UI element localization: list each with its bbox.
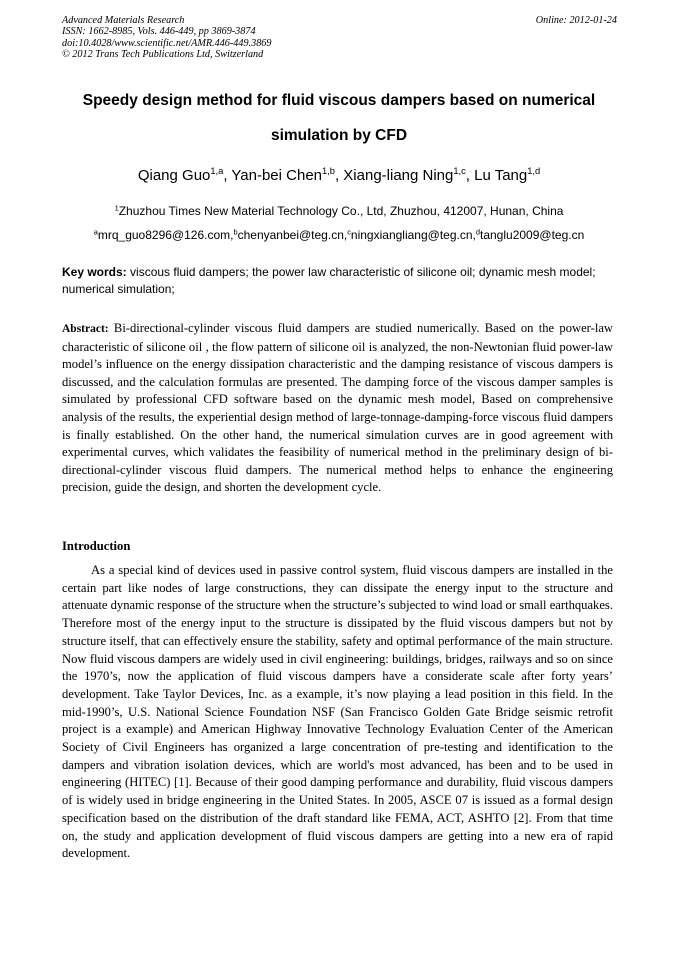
author-list [40, 166, 638, 186]
author-separator: , [334, 167, 344, 184]
keywords-label: Key words: [62, 265, 127, 279]
email-mark: b [233, 227, 238, 237]
introduction-heading: Introduction [62, 539, 131, 553]
email-mark: a [93, 227, 98, 237]
author-affiliation-mark: 1,b [322, 166, 335, 177]
keywords-text: viscous fluid dampers; the power law characteristic of silicone oil; dynamic mesh model; numerical simulation; [62, 265, 596, 296]
online-date: Online: 2012-01-24 [535, 15, 617, 26]
author [474, 167, 540, 184]
author-affiliation-mark: 1,d [527, 166, 541, 177]
keywords-section [62, 264, 618, 298]
author-affiliation-mark: 1,a [210, 166, 224, 177]
abstract-label: Abstract: [62, 323, 109, 335]
author-affiliation-mark: 1,c [453, 166, 466, 177]
journal-name: Advanced Materials Research [62, 15, 185, 26]
abstract-section [62, 320, 613, 497]
author [231, 167, 343, 184]
email-address[interactable]: tanglu2009@teg.cn [480, 228, 585, 242]
author-separator: , [223, 167, 232, 184]
email-list [40, 227, 638, 243]
paper-title-line-1: Speedy design method for fluid viscous dampers based on numerical [82, 92, 596, 109]
affiliation-text: Zhuzhou Times New Material Technology Co., Ltd, Zhuzhou, 412007, Hunan, China [118, 204, 564, 218]
author-name: Yan-bei Chen [231, 167, 323, 184]
author [343, 167, 474, 184]
author-name: Lu Tang [474, 167, 528, 184]
author [138, 167, 232, 184]
email-address[interactable]: ningxiangliang@teg.cn, [350, 228, 476, 242]
introduction-paragraph: As a special kind of devices used in passive control system, fluid viscous dampers are installed in the certain part like nodes of large constructions, they can dissipate the energy input to the structure and attenuate dynamic response of the structure when the structure’s subjected to wind load or small earthquakes. Therefore most of the energy input to the structure is dissipated by the fluid viscous dampers but not by structure itself, that can effectively ensure the stability, safety and optimal performance of the main structure. Now fluid viscous dampers are widely used in civil engineering: buildings, bridges, railways and so on since the 1970’s, now the application of fluid viscous dampers have a considerate scale after forty years’ development. Take Taylor Devices, Inc. as a example, it’s now playing a lead position in this field. In the mid-1990’s, U.S. National Science Foundation NSF (San Francisco Golden Gate Bridge seismic retrofit project is a example) and American Highway Innovative Technology Evaluation Center of the American Society of Civil Engineers has organized a large concentration of pre-testing and identification to the dampers and vibration isolation devices, which are world's most advanced, has been and to be used in engineering (HITEC) [1]. Because of their good damping performance and durability, fluid viscous dampers of is widely used in bridge engineering in the United States. In 2005, ASCE 07 is issued as a formal design specification based on the distribution of the draft standard like FEMA, ACT, ASHTO [2]. From that time on, the study and application development of fluid viscous dampers are getting into a new era of rapid development. [62, 563, 613, 861]
publication-header [62, 15, 617, 61]
paper-title-line-2: simulation by CFD [270, 127, 408, 144]
email-mark: c [347, 227, 351, 237]
doi-line: doi:10.4028/www.scientific.net/AMR.446-449.3869 [62, 37, 272, 49]
author-separator: , [465, 167, 475, 184]
affiliation-mark: 1 [114, 203, 119, 213]
author-name: Xiang-liang Ning [343, 167, 454, 184]
abstract-text: Bi-directional-cylinder viscous fluid dampers are studied numerically. Based on the power-law characteristic of silicone oil , the flow pattern of silicone oil is analyzed, the non-Newtonian fluid power-law model’s influence on the energy dissipation characteristic and the damping resistance of viscous dampers is discussed, and the calculation formulas are presented. The damping force of the viscous damper samples is simulated by professional CFD software based on the dynamic mesh model, Based on comprehensive analysis of the results, the experiential design method of large-tonnage-damping-force viscous fluid dampers is finally established. On the other hand, the numerical simulation curves are in good agreement with experimental curves, which validates the feasibility of numerical method in the preliminary design of bi-directional-cylinder viscous fluid dampers. The numerical method helps to enhance the engineering precision, guide the design, and shorten the development cycle. [62, 321, 613, 495]
email-mark: d [475, 227, 480, 237]
email-address[interactable]: mrq_guo8296@126.com, [97, 228, 234, 242]
affiliation [40, 203, 638, 219]
email-address[interactable]: chenyanbei@teg.cn, [237, 228, 348, 242]
issn-line: ISSN: 1662-8985, Vols. 446-449, pp 3869-3874 [62, 26, 256, 38]
author-name: Qiang Guo [137, 167, 211, 184]
copyright-line: © 2012 Trans Tech Publications Ltd, Switzerland [62, 49, 264, 61]
